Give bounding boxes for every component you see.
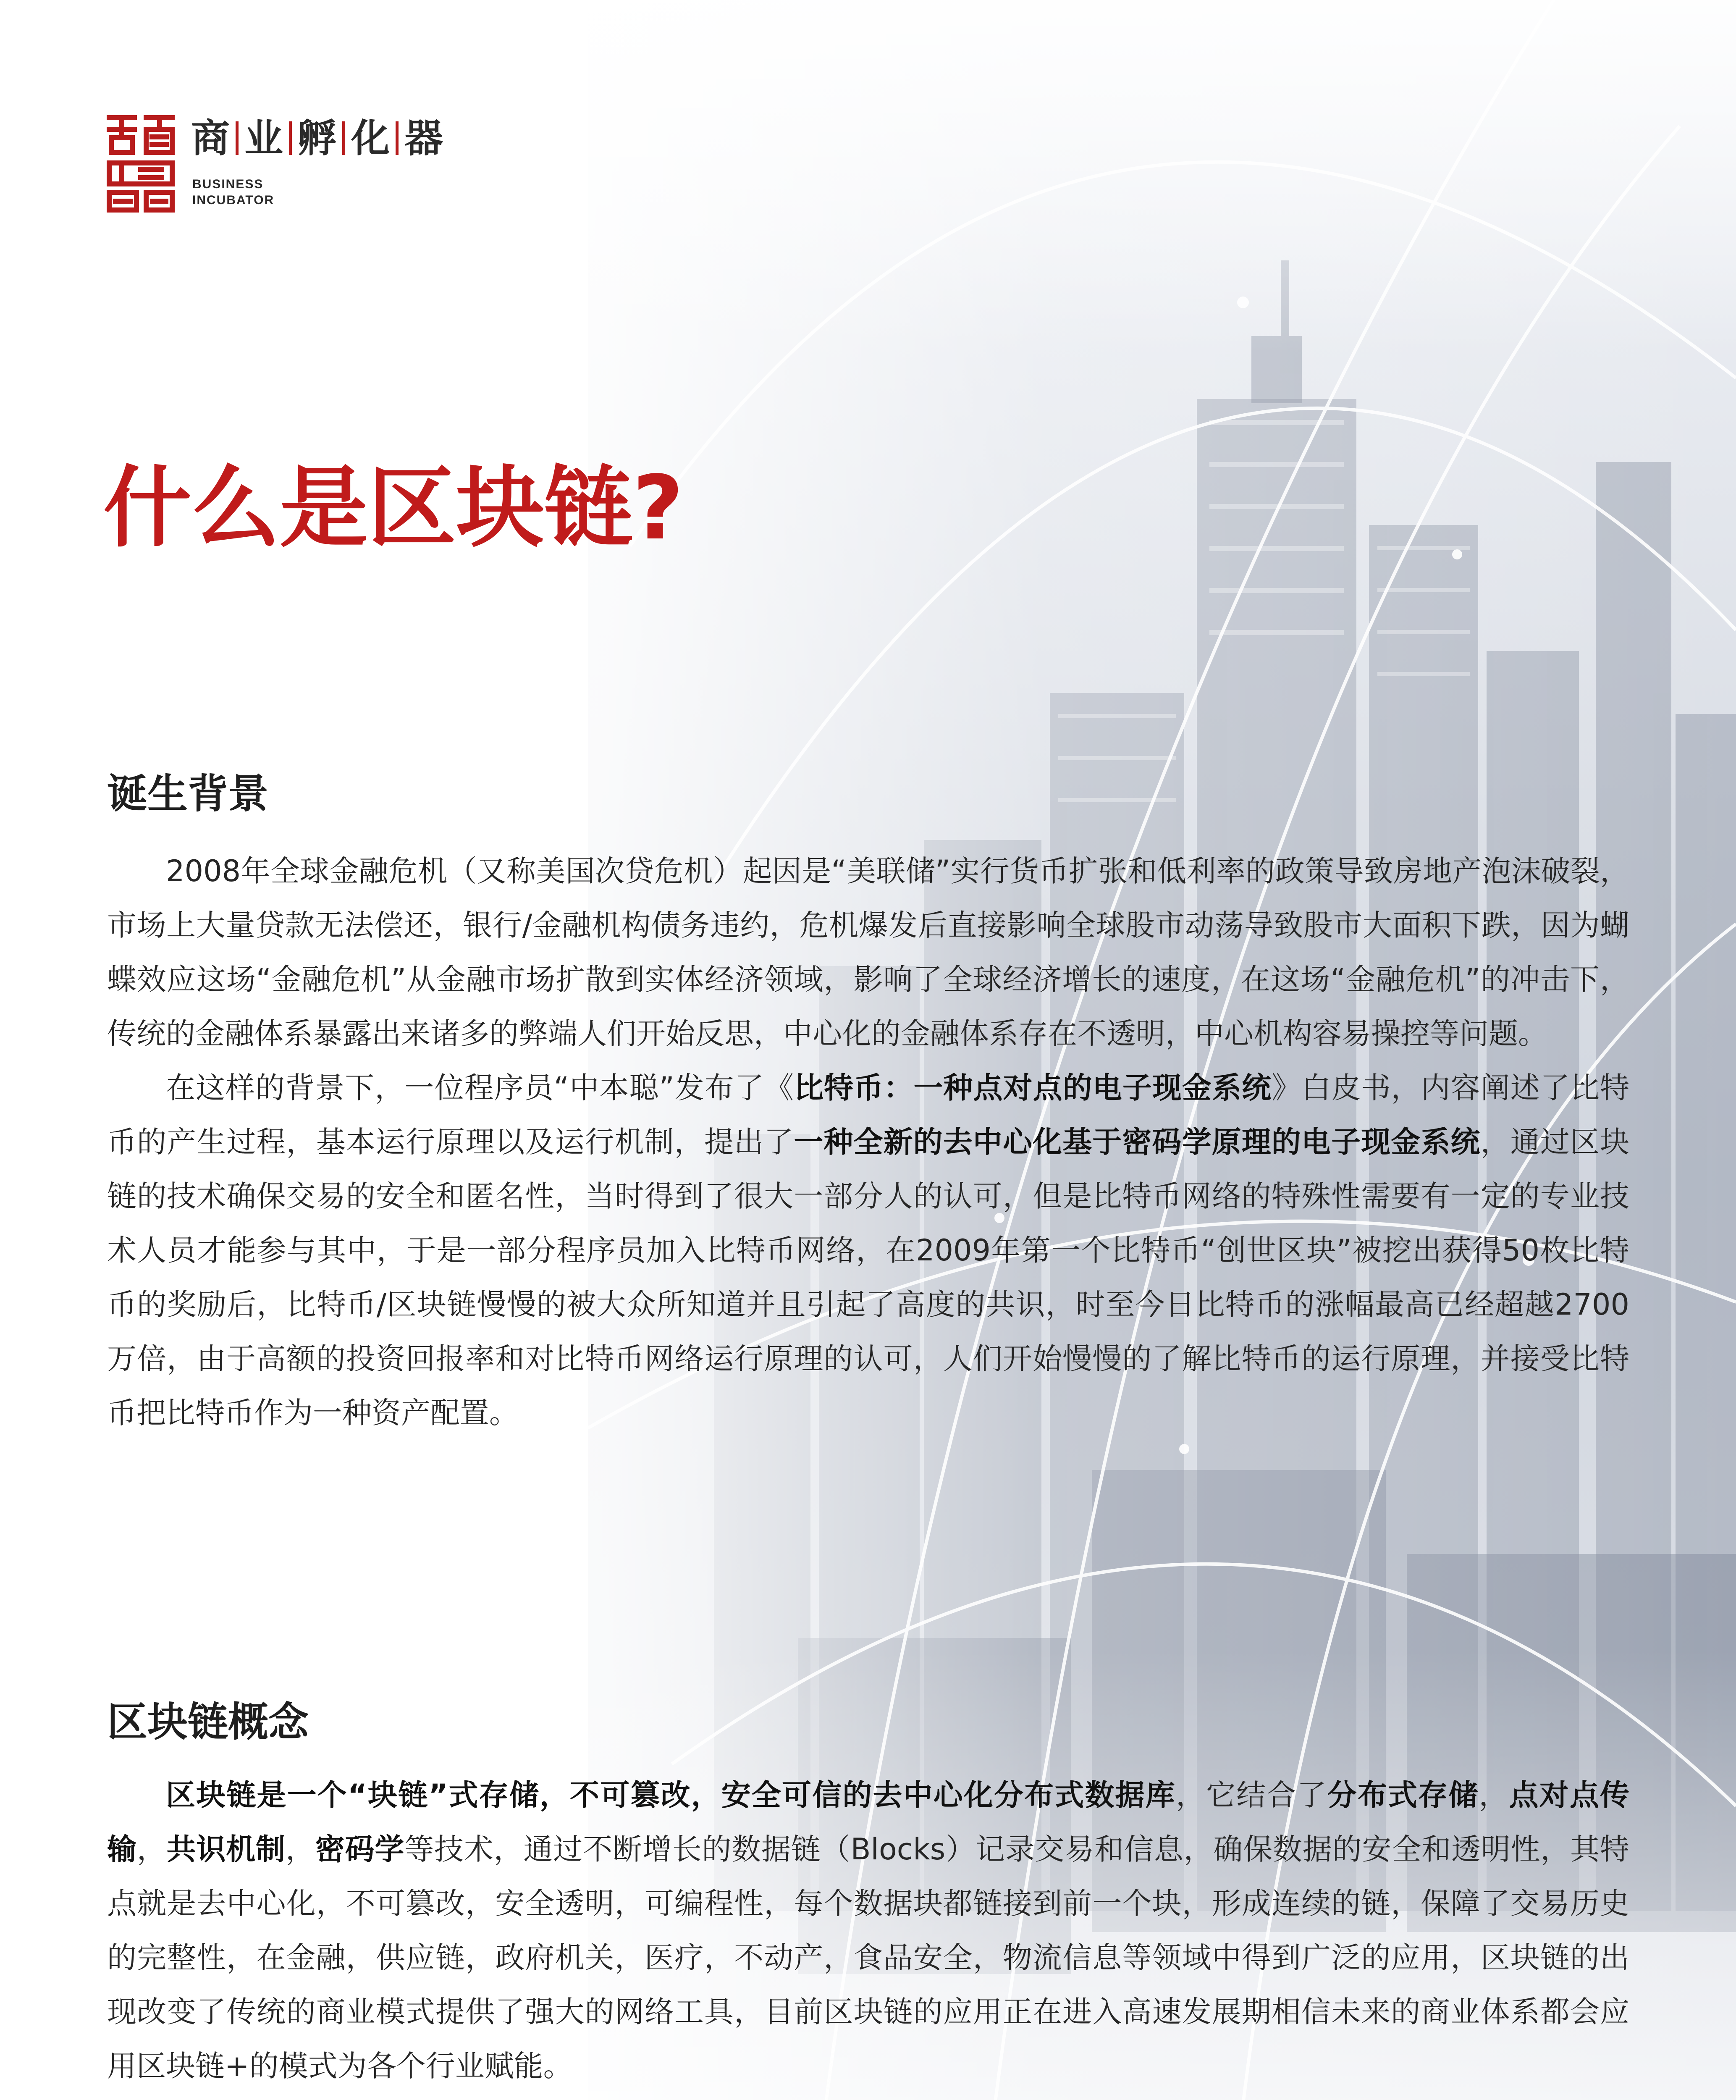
bold-distributed-storage: 分布式存储 bbox=[1327, 1778, 1479, 1812]
bold-consensus: 共识机制 bbox=[166, 1832, 286, 1866]
logo-english-name bbox=[192, 176, 274, 208]
bold-system-description: 一种全新的去中心化基于密码学原理的电子现金系统 bbox=[794, 1125, 1481, 1159]
paragraph-satoshi: 在这样的背景下，一位程序员“中本聪”发布了《比特币：一种点对点的电子现金系统》白皮书，内容阐述了比特币的产生过程，基本运行原理以及运行机制，提出了一种全新的去中心化基于密码学原理的电子现金系统，通过区块链的技术确保交易的安全和匿名性，当时得到了很大一部分人的认可，但是比特币网络的特殊性需要有一定的专业技术人员才能参与其中，于是一部分程序员加入比特币网络，在2009年第一个比特币“创世区块”被挖出获得50枚比特币的奖励后，比特币/区块链慢慢的被大众所知道并且引起了高度的共识，时至今日比特币的涨幅最高已经超越2700万倍，由于高额的投资回报率和对比特币网络运行原理的认可，人们开始慢慢的了解比特币的运行原理，并接受比特币把比特币作为一种资产配置。 bbox=[107, 1071, 1630, 1430]
page-title: 什么是区块链? bbox=[103, 457, 684, 559]
seal-logo-icon bbox=[105, 113, 176, 213]
paragraph-concept: 区块链是一个“块链”式存储，不可篡改，安全可信的去中心化分布式数据库，它结合了分布式存储，点对点传输，共识机制，密码学等技术，通过不断增长的数据链（Blocks）记录交易和信息，确保数据的安全和透明性，其特点就是去中心化，不可篡改，安全透明，可编程性，每个数据块都链接到前一个块，形成连续的链，保障了交易历史的完整性，在金融，供应链，政府机关，医疗，不动产，食品安全，物流信息等领域中得到广泛的应用，区块链的出现改变了传统的商业模式提供了强大的网络工具，目前区块链的应用正在进入高速发展期相信未来的商业体系都会应用区块链+的模式为各个行业赋能。 bbox=[107, 1778, 1630, 2083]
logo-en-line2: INCUBATOR bbox=[192, 193, 275, 207]
section-body-background bbox=[107, 844, 1629, 1440]
bold-whitepaper-title: 比特币：一种点对点的电子现金系统 bbox=[794, 1071, 1272, 1105]
bold-p2p: 点对点传输 bbox=[107, 1778, 1630, 1866]
section-heading-background: 诞生背景 bbox=[107, 770, 268, 817]
paragraph-crisis: 2008年全球金融危机（又称美国次贷危机）起因是“美联储”实行货币扩张和低利率的政策导致房地产泡沫破裂，市场上大量贷款无法偿还，银行/金融机构债务违约，危机爆发后直接影响全球股市动荡导致股市大面积下跌，因为蝴蝶效应这场“金融危机”从金融市场扩散到实体经济领域，影响了全球经济增长的速度，在这场“金融危机”的冲击下，传统的金融体系暴露出来诸多的弊端人们开始反思，中心化的金融体系存在不透明，中心机构容易操控等问题。 bbox=[107, 854, 1629, 1051]
brand-logo bbox=[105, 113, 546, 213]
section-body-concept bbox=[107, 1768, 1629, 2093]
bold-definition: 区块链是一个“块链”式存储，不可篡改，安全可信的去中心化分布式数据库 bbox=[166, 1778, 1176, 1812]
section-heading-concept: 区块链概念 bbox=[107, 1698, 309, 1746]
logo-en-line1: BUSINESS bbox=[192, 177, 264, 191]
bold-cryptography: 密码学 bbox=[315, 1832, 405, 1866]
logo-chinese-name: 商 业 孵 化 器 bbox=[191, 116, 443, 161]
